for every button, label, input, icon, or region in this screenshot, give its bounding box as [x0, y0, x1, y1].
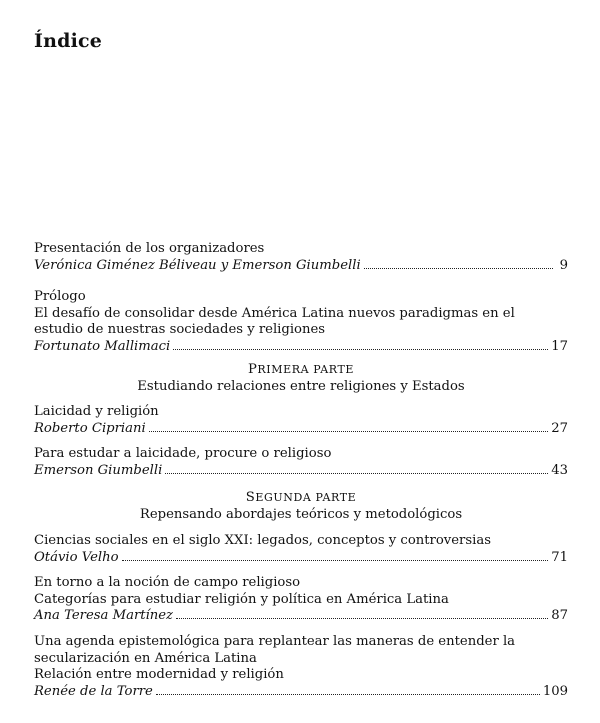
dot-leader — [149, 430, 549, 432]
part-title: Repensando abordajes teóricos y metodológicos — [139, 506, 463, 522]
entry-author: Roberto Cipriani — [34, 420, 146, 436]
entry-page-number: 87 — [551, 608, 568, 623]
part-heading — [34, 362, 568, 395]
dot-leader — [156, 693, 540, 695]
entry-page-number: 71 — [551, 549, 568, 565]
dot-leader — [165, 472, 548, 474]
entry-page-number: 43 — [551, 462, 568, 478]
entry-author: Ana Teresa Martínez — [34, 608, 174, 623]
entry-page-number: 27 — [551, 420, 568, 436]
entry-author: Otávio Velho — [34, 549, 119, 565]
dot-leader — [176, 617, 548, 619]
entry-page-number: 9 — [559, 257, 568, 273]
entry-title: Ciencias sociales en el siglo XXI: legados, conceptos y controversias — [34, 533, 491, 548]
toc-entry[interactable] — [34, 446, 568, 479]
toc-entry[interactable] — [34, 241, 568, 274]
part-label: PRIMERA PARTE — [247, 362, 355, 377]
dot-leader — [364, 267, 553, 269]
entry-page-number: 17 — [551, 338, 568, 354]
toc-entry[interactable] — [34, 404, 568, 437]
entry-title: Laicidad y religión — [34, 404, 159, 419]
entry-author: Verónica Giménez Béliveau y Emerson Giumbelli — [34, 257, 361, 273]
entry-title: Una agenda epistemológica para replantear las maneras de entender la — [34, 634, 516, 649]
entry-page-number: 109 — [542, 683, 568, 699]
entry-title: Categorías para estudiar religión y política en América Latina — [34, 591, 449, 607]
toc-entry[interactable] — [34, 289, 568, 355]
page-title: Índice — [34, 30, 103, 52]
part-heading — [34, 490, 568, 523]
entry-title: Para estudar a laicidade, procure o religioso — [34, 446, 332, 461]
entry-title: En torno a la noción de campo religioso — [34, 575, 301, 590]
entry-title: secularización en América Latina — [34, 650, 257, 666]
entry-author: Renée de la Torre — [34, 683, 153, 699]
entry-title: Presentación de los organizadores — [34, 241, 265, 256]
toc-entry[interactable] — [34, 533, 568, 566]
entry-title: estudio de nuestras sociedades y religiones — [34, 322, 326, 337]
entry-title: El desafío de consolidar desde América Latina nuevos paradigmas en el — [34, 305, 515, 321]
part-title: Estudiando relaciones entre religiones y Estados — [137, 378, 465, 394]
dot-leader — [173, 348, 548, 350]
toc-entry[interactable] — [34, 575, 568, 625]
entry-title: Prólogo — [34, 289, 86, 304]
entry-author: Fortunato Mallimaci — [34, 338, 171, 354]
entry-author: Emerson Giumbelli — [34, 462, 163, 478]
toc-entry[interactable] — [34, 634, 568, 700]
part-label: SEGUNDA PARTE — [245, 490, 357, 505]
dot-leader — [122, 559, 549, 561]
entry-title: Relación entre modernidad y religión — [34, 667, 284, 682]
